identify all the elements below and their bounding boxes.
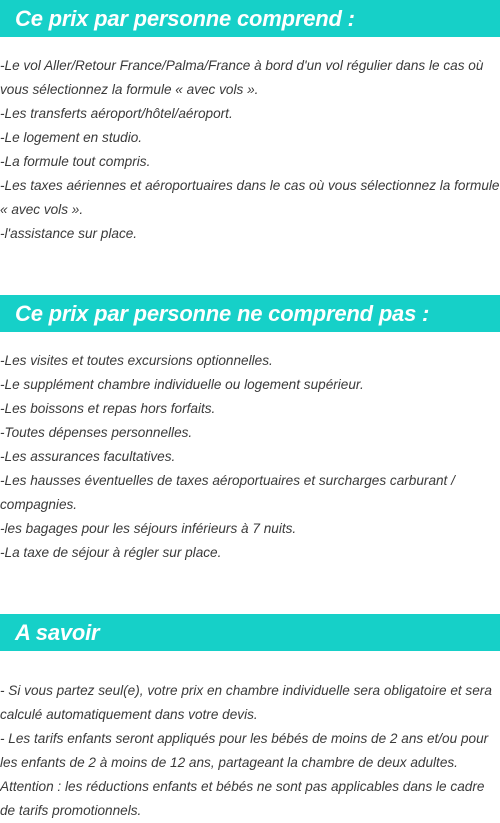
section-good-to-know — [0, 614, 500, 823]
section-included — [0, 0, 500, 246]
list-item: -La formule tout compris. — [0, 154, 151, 169]
section-body — [0, 679, 500, 823]
section-body — [0, 349, 500, 565]
section-body — [0, 54, 500, 246]
section-title: Ce prix par personne comprend : — [15, 5, 355, 31]
list-item: -Le logement en studio. — [0, 130, 143, 145]
list-item: - Les tarifs enfants seront appliqués pour les bébés de moins de 2 ans et/ou pour les enfants de 2 à moins de 12 ans, partageant la chambre de deux adultes. — [0, 731, 489, 770]
list-item: -les bagages pour les séjours inférieurs à 7 nuits. — [0, 521, 297, 536]
list-item: -La taxe de séjour à régler sur place. — [0, 545, 222, 560]
list-item: -Les transferts aéroport/hôtel/aéroport. — [0, 106, 233, 121]
list-item: - Si vous partez seul(e), votre prix en chambre individuelle sera obligatoire et sera calculé automatiquement dans votre devis. — [0, 683, 492, 722]
list-item: -l'assistance sur place. — [0, 226, 138, 241]
section-header — [0, 0, 500, 37]
list-item: -Les boissons et repas hors forfaits. — [0, 401, 216, 416]
section-title: A savoir — [15, 619, 100, 645]
list-item: -Le vol Aller/Retour France/Palma/France à bord d'un vol régulier dans le cas où vous sélectionnez la formule « avec vols ». — [0, 58, 484, 97]
list-item: -Les assurances facultatives. — [0, 449, 176, 464]
list-item: -Les hausses éventuelles de taxes aéroportuaires et surcharges carburant / compagnies. — [0, 473, 455, 512]
list-item: -Le supplément chambre individuelle ou logement supérieur. — [0, 377, 364, 392]
list-item: -Les taxes aériennes et aéroportuaires dans le cas où vous sélectionnez la formule « avec vols ». — [0, 178, 500, 217]
section-header — [0, 614, 500, 651]
section-header — [0, 295, 500, 332]
section-not-included — [0, 295, 500, 565]
list-item: -Les visites et toutes excursions optionnelles. — [0, 353, 273, 368]
list-item: -Toutes dépenses personnelles. — [0, 425, 193, 440]
section-title: Ce prix par personne ne comprend pas : — [15, 300, 430, 326]
list-item: Attention : les réductions enfants et bébés ne sont pas applicables dans le cadre de tarifs promotionnels. — [0, 779, 485, 818]
